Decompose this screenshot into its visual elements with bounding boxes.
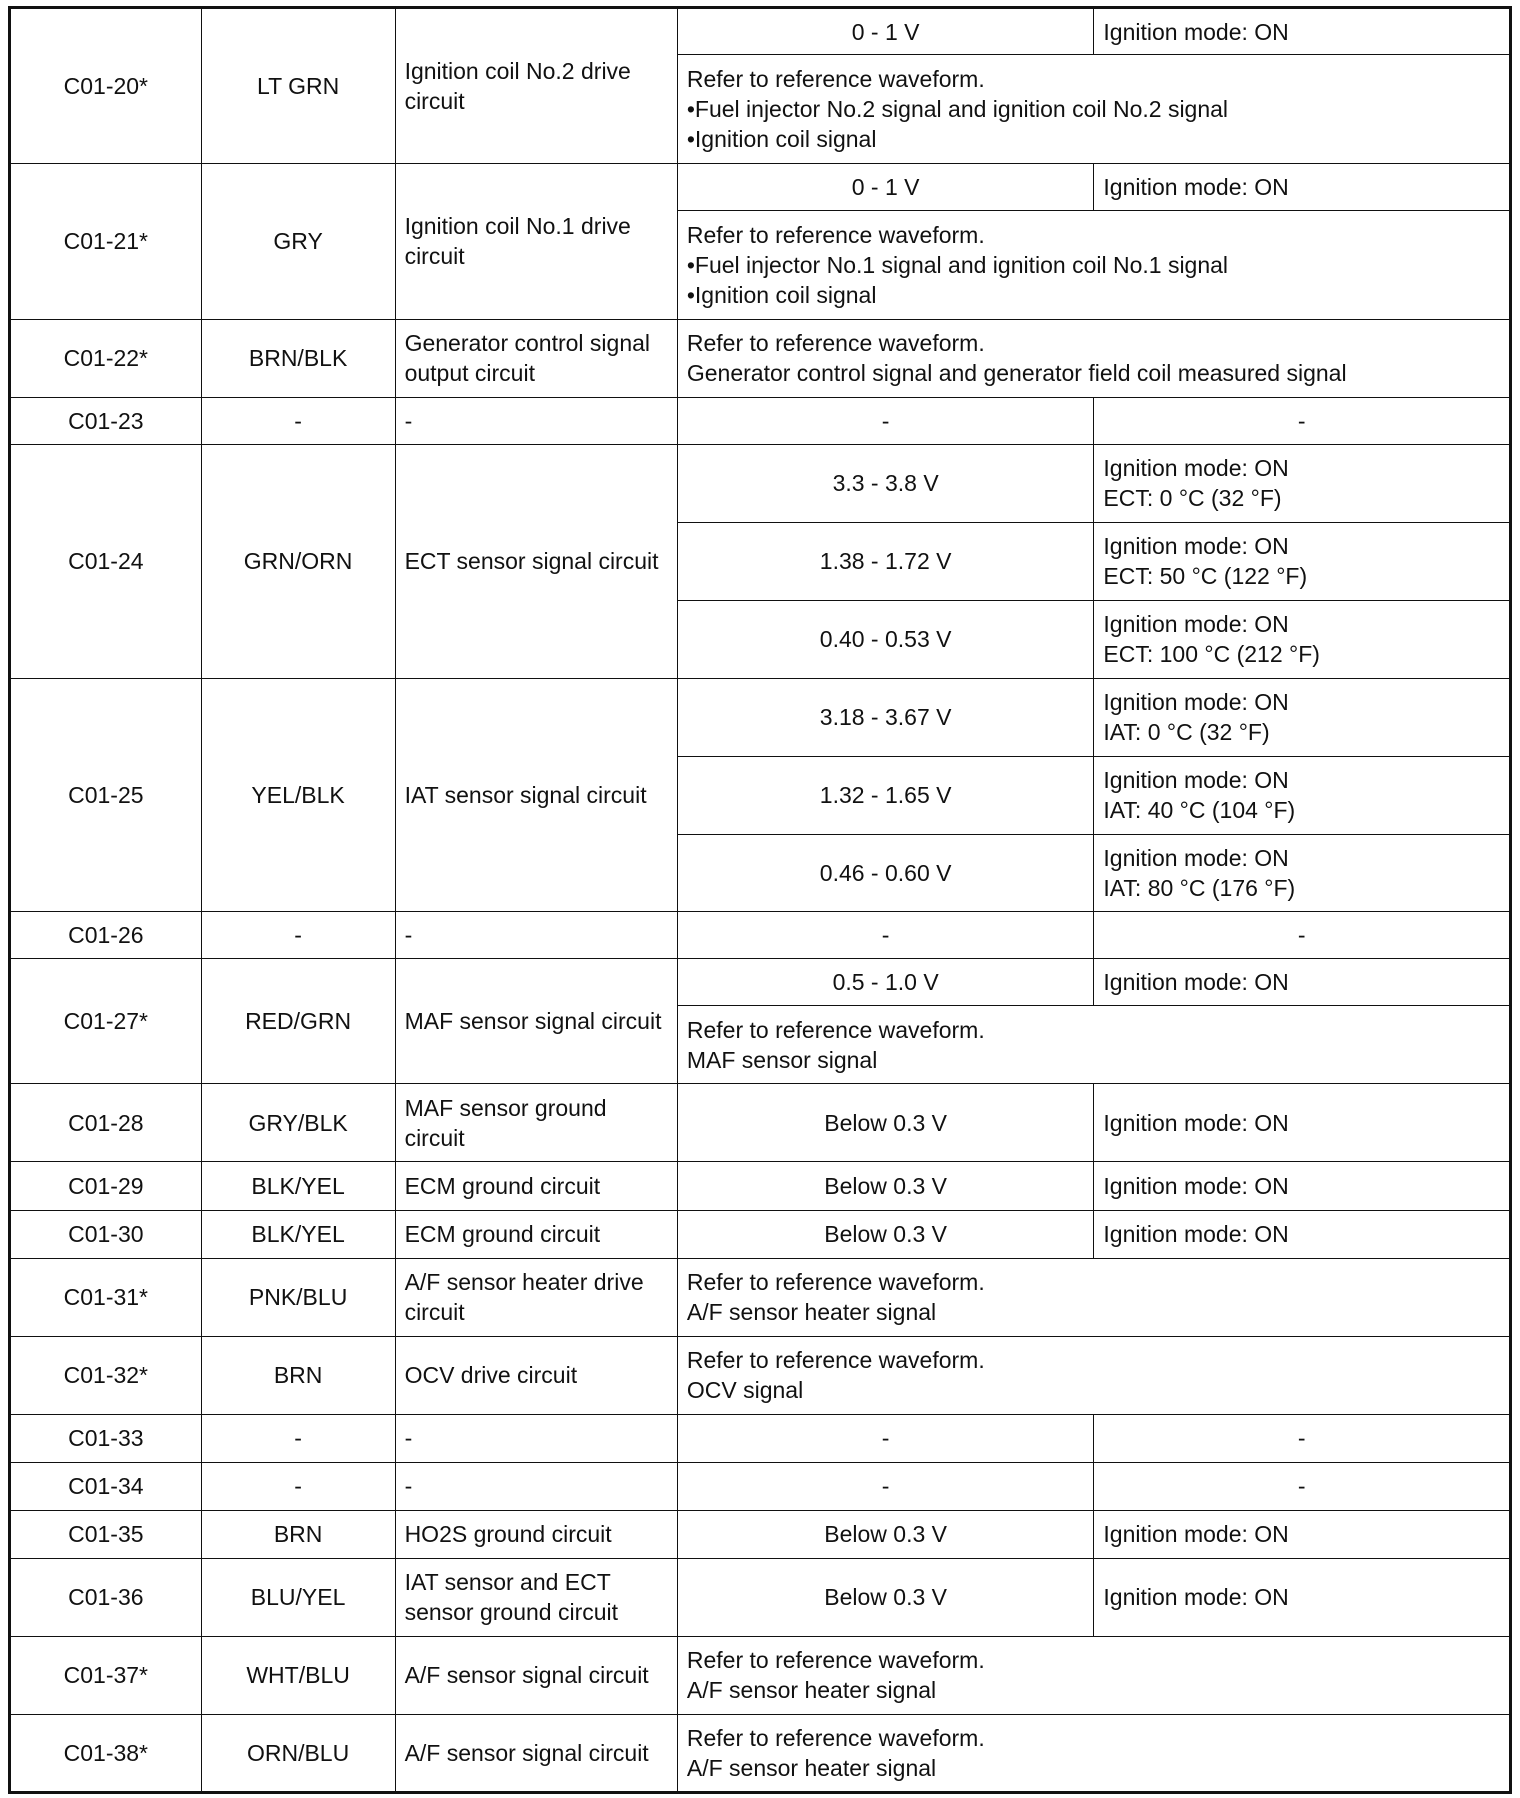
waveform-note-cell: [677, 319, 1510, 397]
note-line: Refer to reference waveform.: [686, 1347, 985, 1374]
voltage-cell: 1.32 - 1.65 V: [677, 756, 1094, 834]
wire-color-cell: -: [201, 397, 395, 444]
wire-color-cell: BRN: [201, 1336, 395, 1414]
wire-color-cell: -: [201, 1462, 395, 1510]
table-row: [10, 1336, 1511, 1414]
table-row: [10, 1510, 1511, 1558]
table-row: [10, 319, 1511, 397]
terminal-cell: C01-28: [10, 1084, 202, 1162]
circuit-name-cell: HO2S ground circuit: [395, 1510, 677, 1558]
table-row: [10, 1714, 1511, 1792]
note-line: Refer to reference waveform.: [686, 65, 985, 92]
note-line: •Ignition coil signal: [686, 281, 877, 308]
terminal-cell: C01-31*: [10, 1258, 202, 1336]
voltage-cell: 3.18 - 3.67 V: [677, 678, 1094, 756]
terminal-cell: C01-36: [10, 1559, 202, 1637]
voltage-cell: 0.40 - 0.53 V: [677, 600, 1094, 678]
voltage-cell: Below 0.3 V: [677, 1162, 1094, 1210]
circuit-name-cell: -: [395, 397, 677, 444]
table-row: [10, 1162, 1511, 1210]
terminal-cell: C01-30: [10, 1210, 202, 1258]
wire-color-cell: BLU/YEL: [201, 1559, 395, 1637]
table-row: [10, 959, 1511, 1006]
voltage-cell: Below 0.3 V: [677, 1559, 1094, 1637]
condition-cell: Ignition mode: ON: [1094, 1210, 1511, 1258]
circuit-name-cell: -: [395, 1462, 677, 1510]
circuit-name-cell: ECT sensor signal circuit: [395, 444, 677, 678]
table-row: [10, 1414, 1511, 1462]
condition-cell: Ignition mode: ON: [1094, 1084, 1511, 1162]
note-line: A/F sensor heater signal: [686, 1677, 937, 1704]
note-line: Refer to reference waveform.: [686, 1647, 985, 1674]
circuit-name-cell: MAF sensor ground circuit: [395, 1084, 677, 1162]
circuit-name-cell: Generator control signal output circuit: [395, 319, 677, 397]
wire-color-cell: LT GRN: [201, 8, 395, 164]
voltage-cell: 1.38 - 1.72 V: [677, 522, 1094, 600]
circuit-name-cell: IAT sensor signal circuit: [395, 678, 677, 912]
table-row: [10, 1462, 1511, 1510]
note-line: Refer to reference waveform.: [686, 1016, 985, 1043]
waveform-note-cell: [677, 1006, 1510, 1084]
table-row: [10, 912, 1511, 959]
waveform-note-cell: [677, 1336, 1510, 1414]
wire-color-cell: PNK/BLU: [201, 1258, 395, 1336]
condition-cell: Ignition mode: ON ECT: 50 °C (122 °F): [1094, 522, 1511, 600]
condition-cell: Ignition mode: ON: [1094, 8, 1511, 55]
table-row: [10, 8, 1511, 55]
note-line: Generator control signal and generator field coil measured signal: [686, 360, 1347, 387]
condition-cell: Ignition mode: ON: [1094, 163, 1511, 210]
circuit-name-cell: OCV drive circuit: [395, 1336, 677, 1414]
terminal-cell: C01-35: [10, 1510, 202, 1558]
terminal-cell: C01-37*: [10, 1636, 202, 1714]
waveform-note-cell: [677, 1714, 1510, 1792]
note-line: Refer to reference waveform.: [686, 1724, 985, 1751]
waveform-note-cell: [677, 55, 1510, 164]
voltage-cell: Below 0.3 V: [677, 1084, 1094, 1162]
terminal-cell: C01-23: [10, 397, 202, 444]
voltage-cell: -: [677, 1462, 1094, 1510]
waveform-note-cell: [677, 210, 1510, 319]
wire-color-cell: ORN/BLU: [201, 1714, 395, 1792]
condition-cell: Ignition mode: ON IAT: 80 °C (176 °F): [1094, 834, 1511, 912]
terminal-cell: C01-21*: [10, 163, 202, 319]
terminal-cell: C01-20*: [10, 8, 202, 164]
voltage-cell: 0 - 1 V: [677, 163, 1094, 210]
condition-cell: Ignition mode: ON IAT: 40 °C (104 °F): [1094, 756, 1511, 834]
note-line: •Ignition coil signal: [686, 125, 877, 152]
note-line: A/F sensor heater signal: [686, 1299, 937, 1326]
wire-color-cell: -: [201, 912, 395, 959]
wire-color-cell: BRN/BLK: [201, 319, 395, 397]
note-line: •Fuel injector No.2 signal and ignition coil No.2 signal: [686, 95, 1229, 122]
condition-cell: -: [1094, 397, 1511, 444]
voltage-cell: -: [677, 397, 1094, 444]
circuit-name-cell: MAF sensor signal circuit: [395, 959, 677, 1084]
terminal-cell: C01-24: [10, 444, 202, 678]
circuit-name-cell: A/F sensor signal circuit: [395, 1636, 677, 1714]
terminal-cell: C01-34: [10, 1462, 202, 1510]
circuit-name-cell: ECM ground circuit: [395, 1210, 677, 1258]
voltage-cell: 0.46 - 0.60 V: [677, 834, 1094, 912]
wire-color-cell: RED/GRN: [201, 959, 395, 1084]
note-line: MAF sensor signal: [686, 1046, 878, 1073]
wire-color-cell: WHT/BLU: [201, 1636, 395, 1714]
table-row: [10, 444, 1511, 522]
circuit-name-cell: ECM ground circuit: [395, 1162, 677, 1210]
terminal-cell: C01-22*: [10, 319, 202, 397]
wire-color-cell: BLK/YEL: [201, 1162, 395, 1210]
voltage-cell: Below 0.3 V: [677, 1510, 1094, 1558]
waveform-note-cell: [677, 1636, 1510, 1714]
table-row: [10, 1210, 1511, 1258]
circuit-name-cell: -: [395, 1414, 677, 1462]
voltage-cell: 0.5 - 1.0 V: [677, 959, 1094, 1006]
terminal-cell: C01-29: [10, 1162, 202, 1210]
note-line: Refer to reference waveform.: [686, 330, 985, 357]
wire-color-cell: YEL/BLK: [201, 678, 395, 912]
voltage-cell: -: [677, 1414, 1094, 1462]
terminal-cell: C01-33: [10, 1414, 202, 1462]
note-line: •Fuel injector No.1 signal and ignition coil No.1 signal: [686, 251, 1229, 278]
table-row: [10, 163, 1511, 210]
wire-color-cell: GRN/ORN: [201, 444, 395, 678]
terminal-cell: C01-25: [10, 678, 202, 912]
table-row: [10, 1636, 1511, 1714]
condition-cell: Ignition mode: ON ECT: 100 °C (212 °F): [1094, 600, 1511, 678]
voltage-cell: 0 - 1 V: [677, 8, 1094, 55]
table-row: [10, 397, 1511, 444]
condition-cell: Ignition mode: ON: [1094, 1162, 1511, 1210]
voltage-cell: 3.3 - 3.8 V: [677, 444, 1094, 522]
note-line: OCV signal: [686, 1377, 804, 1404]
circuit-name-cell: Ignition coil No.2 drive circuit: [395, 8, 677, 164]
terminal-voltage-table: [8, 6, 1512, 1794]
condition-cell: Ignition mode: ON: [1094, 1510, 1511, 1558]
condition-cell: Ignition mode: ON: [1094, 959, 1511, 1006]
wire-color-cell: BLK/YEL: [201, 1210, 395, 1258]
terminal-cell: C01-27*: [10, 959, 202, 1084]
condition-cell: Ignition mode: ON IAT: 0 °C (32 °F): [1094, 678, 1511, 756]
table-row: [10, 678, 1511, 756]
note-line: A/F sensor heater signal: [686, 1754, 937, 1781]
terminal-cell: C01-26: [10, 912, 202, 959]
wire-color-cell: -: [201, 1414, 395, 1462]
note-line: Refer to reference waveform.: [686, 1269, 985, 1296]
circuit-name-cell: A/F sensor signal circuit: [395, 1714, 677, 1792]
wire-color-cell: BRN: [201, 1510, 395, 1558]
terminal-cell: C01-38*: [10, 1714, 202, 1792]
voltage-cell: Below 0.3 V: [677, 1210, 1094, 1258]
wire-color-cell: GRY/BLK: [201, 1084, 395, 1162]
circuit-name-cell: IAT sensor and ECT sensor ground circuit: [395, 1559, 677, 1637]
circuit-name-cell: -: [395, 912, 677, 959]
condition-cell: Ignition mode: ON ECT: 0 °C (32 °F): [1094, 444, 1511, 522]
condition-cell: -: [1094, 1414, 1511, 1462]
table-row: [10, 1258, 1511, 1336]
condition-cell: -: [1094, 912, 1511, 959]
wire-color-cell: GRY: [201, 163, 395, 319]
circuit-name-cell: A/F sensor heater drive circuit: [395, 1258, 677, 1336]
condition-cell: Ignition mode: ON: [1094, 1559, 1511, 1637]
condition-cell: -: [1094, 1462, 1511, 1510]
table-row: [10, 1084, 1511, 1162]
voltage-cell: -: [677, 912, 1094, 959]
circuit-name-cell: Ignition coil No.1 drive circuit: [395, 163, 677, 319]
waveform-note-cell: [677, 1258, 1510, 1336]
terminal-cell: C01-32*: [10, 1336, 202, 1414]
note-line: Refer to reference waveform.: [686, 221, 985, 248]
table-row: [10, 1559, 1511, 1637]
